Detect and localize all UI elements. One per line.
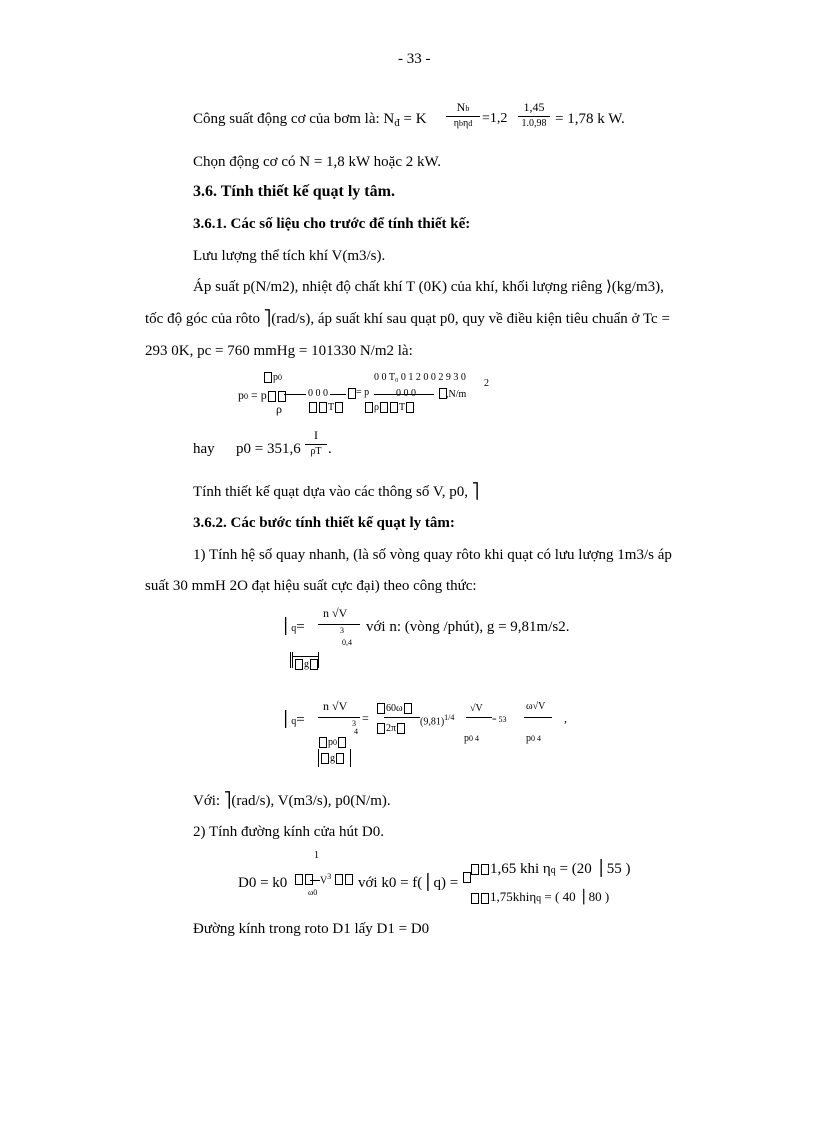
eq2-numerator: n √V [323, 606, 348, 620]
inlet-diameter-equation: 1 D0 = k0 $V^3$ ω0 với k0 = f(⎪q) = 1,65 khi ηq = (20 ⎪55 ) 1,75khiηq = ( 40 ⎪80 ) [238, 850, 598, 908]
p0-dot: . [328, 441, 332, 457]
section-heading-3-6-1: 3.6.1. Các số liệu cho trước để tính thiết kế: [193, 216, 471, 232]
fraction-1-rhoT: I ρT [305, 428, 327, 457]
k0-definition: với k0 = f(⎪q) = [358, 875, 459, 891]
pump-power-line [193, 110, 427, 132]
equals-1-2: =1,2 [482, 111, 508, 126]
section-heading-3-6: 3.6. Tính thiết kế quạt ly tâm. [193, 183, 395, 200]
section-heading-3-6-2: 3.6.2. Các bước tính thiết kế quạt ly tâm: [193, 515, 455, 531]
k0-case-2: 1,75khiηq = ( 40 ⎪80 ) [470, 888, 609, 908]
eq1-p0-top: p0 [263, 372, 282, 383]
power-result: = 1,78 k W. [555, 111, 625, 127]
pressure-equation: p0 p0 = p 0 0 0 = p 0 0 T₀ 0 1 2 0 0 2 9 3 0 0 0 0 ,N/m 2 ρ T ρ T [238, 372, 489, 416]
inlet-diameter-line: 2) Tính đường kính cửa hút D0. [193, 824, 384, 840]
eq1-left: p0 = p [238, 388, 287, 403]
eq1-exponent: 2 [484, 378, 489, 389]
pump-power-text: Công suất động cơ của bơm là: N [193, 111, 395, 127]
specific-speed-equation: ⎪q= n √V 3 0,4 g với n: (vòng /phút), g = 9,81m/s2. [280, 606, 570, 670]
motor-choice-line: Chọn động cơ có N = 1,8 kW hoặc 2 kW. [193, 154, 442, 170]
standard-conditions-line: 293 0K, pc = 760 mmHg = 101330 N/m2 là: [145, 343, 413, 359]
page-number: - 33 - [398, 51, 431, 67]
pressure-line: Áp suất p(N/m2), nhiệt độ chất khí T (0K) của khí, khối lượng riêng ⟩(kg/m3), [193, 279, 664, 295]
units-line: Với: ⎤(rad/s), V(m3/s), p0(N/m). [193, 793, 391, 809]
eq2-with-n: với n: (vòng /phút), g = 9,81m/s2. [366, 619, 570, 635]
fraction-1-45: 1,45 1.0,98 [518, 100, 550, 129]
specific-speed-line-2: suất 30 mmH 2O đạt hiệu suất cực đại) theo công thức: [145, 578, 477, 594]
hay-label: hay [193, 441, 215, 457]
specific-speed-expansion: ⎪q= n √V 3 4 p0 g = 60ω 2π $(9,81)^{1/4}$ √V p0 4 = 53 ω√V p0 4 , [280, 695, 580, 775]
eq1-unit: ,N/m [446, 389, 467, 400]
equals-k: = K [399, 111, 427, 127]
p0-value: p0 = 351,6 [236, 441, 301, 457]
specific-speed-line: 1) Tính hệ số quay nhanh, (là số vòng quay rôto khi quạt có lưu lượng 1m3/s áp [193, 547, 672, 563]
fraction-nb-eta [446, 100, 480, 129]
angular-speed-line: tốc độ góc của rôto ⎤(rad/s), áp suất khí sau quạt p0, quy về điều kiện tiêu chuẩn ở Tc = [145, 311, 670, 327]
inner-diameter-line: Đường kính trong roto D1 lấy D1 = D0 [193, 921, 430, 937]
k0-case-1: 1,65 khi ηq = (20 ⎪55 ) [470, 860, 630, 880]
design-params-line: Tính thiết kế quạt dựa vào các thông số V, p0, ⎤ [193, 484, 480, 500]
fraction-numerator: Nb [456, 100, 470, 114]
fraction-denominator: ηbηđ [453, 118, 473, 129]
eq1-numerator-digits: 0 0 T₀ 0 1 2 0 0 2 9 3 0 [374, 372, 466, 383]
flow-rate-line: Lưu lượng thể tích khí V(m3/s). [193, 248, 386, 264]
subscript-d: đ [394, 117, 400, 129]
